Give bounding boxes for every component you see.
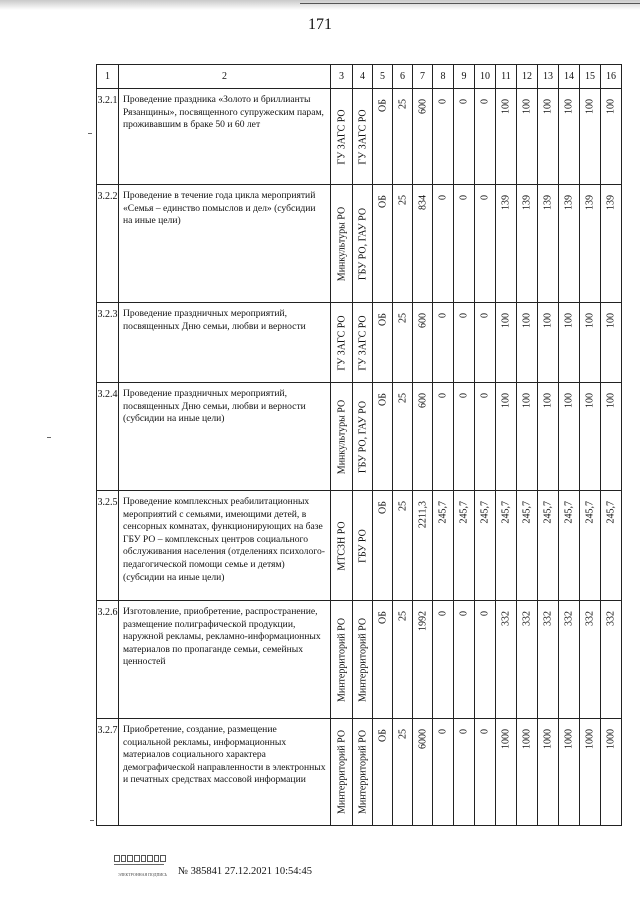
header-col-3: 3 (331, 65, 353, 89)
target-code-cell (393, 601, 413, 719)
total-amount-cell (413, 601, 433, 719)
target-code-value: 25 (397, 195, 408, 205)
activity-name: Изготовление, приобретение, распространение, размещение полиграфической продукции, наружной рекламы, рекламно-информационных материалов по пропаганде семьи, семейных ценностей (119, 601, 331, 719)
year-2021-cell (475, 383, 496, 491)
participant-value: ГУ ЗАГС РО (357, 108, 368, 165)
total-amount-value: 600 (417, 393, 428, 408)
year-2025-value: 139 (563, 195, 575, 210)
target-code-value: 25 (397, 313, 408, 323)
year-2026-cell (580, 491, 601, 601)
year-2020-cell (454, 719, 475, 826)
header-col-1: 1 (97, 65, 119, 89)
target-code-value: 25 (397, 393, 408, 403)
year-2026-value: 139 (584, 195, 596, 210)
year-2021-value: 0 (479, 195, 491, 200)
year-2026-cell (580, 601, 601, 719)
year-2019-cell (433, 89, 454, 185)
target-code-cell (393, 719, 413, 826)
year-2024-cell (538, 185, 559, 303)
year-2023-value: 332 (521, 611, 533, 626)
table-row (97, 601, 622, 719)
year-2024-value: 100 (542, 99, 554, 114)
year-2024-value: 245,7 (542, 501, 554, 524)
executor-value: Минкультуры РО (336, 399, 347, 474)
year-2019-value: 0 (437, 729, 449, 734)
participant-value: Минтерриторий РО (357, 617, 368, 702)
participant-cell (353, 89, 373, 185)
year-2020-cell (454, 601, 475, 719)
year-2019-value: 0 (437, 195, 449, 200)
participant-value: ГУ ЗАГС РО (357, 314, 368, 371)
funding-source-value: ОБ (377, 729, 388, 742)
year-2023-cell (517, 383, 538, 491)
executor-value: ГУ ЗАГС РО (336, 108, 347, 165)
year-2020-cell (454, 89, 475, 185)
year-2027-value: 100 (605, 313, 617, 328)
year-2019-value: 0 (437, 99, 449, 104)
target-code-value: 25 (397, 611, 408, 621)
participant-value: ГБУ РО, ГАУ РО (357, 207, 368, 280)
participant-cell (353, 491, 373, 601)
year-2023-cell (517, 601, 538, 719)
activity-name: Проведение праздничных мероприятий, посвященных Дню семьи, любви и верности (субсидии на иные цели) (119, 383, 331, 491)
year-2019-cell (433, 719, 454, 826)
funding-source-cell (373, 383, 393, 491)
year-2027-cell (601, 601, 622, 719)
year-2024-cell (538, 719, 559, 826)
year-2020-value: 245,7 (458, 501, 470, 524)
year-2026-cell (580, 185, 601, 303)
year-2024-value: 100 (542, 393, 554, 408)
header-col-2: 2 (119, 65, 331, 89)
year-2026-value: 332 (584, 611, 596, 626)
year-2026-cell (580, 303, 601, 383)
target-code-cell (393, 303, 413, 383)
margin-mark (90, 820, 94, 821)
year-2027-value: 1000 (605, 729, 617, 749)
target-code-value: 25 (397, 99, 408, 109)
table-row (97, 491, 622, 601)
row-number: 3.2.5 (97, 491, 119, 601)
page-number: 171 (308, 16, 332, 33)
year-2021-value: 0 (479, 393, 491, 398)
funding-source-cell (373, 719, 393, 826)
year-2022-value: 1000 (500, 729, 512, 749)
executor-cell (331, 89, 353, 185)
year-2026-value: 100 (584, 393, 596, 408)
year-2023-value: 100 (521, 99, 533, 114)
year-2021-value: 0 (479, 99, 491, 104)
header-col-12: 12 (517, 65, 538, 89)
year-2022-cell (496, 383, 517, 491)
header-col-8: 8 (433, 65, 454, 89)
executor-cell (331, 303, 353, 383)
executor-cell (331, 491, 353, 601)
year-2027-cell (601, 89, 622, 185)
margin-mark (88, 133, 92, 134)
table-row (97, 89, 622, 185)
year-2023-value: 100 (521, 313, 533, 328)
funding-source-value: ОБ (377, 313, 388, 326)
year-2021-cell (475, 89, 496, 185)
year-2025-cell (559, 89, 580, 185)
margin-mark (47, 437, 51, 438)
row-number: 3.2.7 (97, 719, 119, 826)
year-2022-value: 245,7 (500, 501, 512, 524)
year-2021-value: 0 (479, 313, 491, 318)
year-2026-value: 100 (584, 99, 596, 114)
year-2019-value: 0 (437, 313, 449, 318)
year-2027-value: 332 (605, 611, 617, 626)
funding-source-cell (373, 185, 393, 303)
year-2022-value: 100 (500, 393, 512, 408)
table-row (97, 719, 622, 826)
participant-cell (353, 383, 373, 491)
total-amount-value: 834 (417, 195, 428, 210)
year-2026-cell (580, 719, 601, 826)
participant-cell (353, 719, 373, 826)
participant-value: ГБУ РО, ГАУ РО (357, 400, 368, 473)
target-code-value: 25 (397, 729, 408, 739)
year-2020-cell (454, 491, 475, 601)
total-amount-cell (413, 89, 433, 185)
year-2024-value: 100 (542, 313, 554, 328)
year-2020-cell (454, 185, 475, 303)
target-code-cell (393, 89, 413, 185)
executor-value: МТСЗН РО (336, 520, 347, 571)
total-amount-value: 600 (417, 99, 428, 114)
year-2022-cell (496, 719, 517, 826)
year-2027-cell (601, 303, 622, 383)
year-2026-value: 1000 (584, 729, 596, 749)
year-2026-cell (580, 89, 601, 185)
row-number: 3.2.1 (97, 89, 119, 185)
program-table (96, 64, 622, 826)
table-row (97, 185, 622, 303)
activity-name: Проведение праздничных мероприятий, посвященных Дню семьи, любви и верности (119, 303, 331, 383)
year-2021-cell (475, 185, 496, 303)
year-2025-cell (559, 601, 580, 719)
header-col-4: 4 (353, 65, 373, 89)
stamp-text: ЭЛЕКТРОННАЯ ПОДПИСЬ (118, 872, 168, 877)
year-2027-value: 245,7 (605, 501, 617, 524)
target-code-cell (393, 491, 413, 601)
year-2022-cell (496, 303, 517, 383)
funding-source-cell (373, 491, 393, 601)
year-2024-cell (538, 303, 559, 383)
funding-source-value: ОБ (377, 611, 388, 624)
year-2019-cell (433, 601, 454, 719)
row-number: 3.2.6 (97, 601, 119, 719)
year-2025-value: 100 (563, 393, 575, 408)
year-2025-value: 332 (563, 611, 575, 626)
year-2023-value: 1000 (521, 729, 533, 749)
header-col-6: 6 (393, 65, 413, 89)
header-col-16: 16 (601, 65, 622, 89)
executor-cell (331, 383, 353, 491)
year-2027-cell (601, 185, 622, 303)
executor-value: ГУ ЗАГС РО (336, 314, 347, 371)
total-amount-value: 6000 (417, 729, 428, 749)
total-amount-cell (413, 719, 433, 826)
year-2022-value: 100 (500, 313, 512, 328)
activity-name: Приобретение, создание, размещение социальной рекламы, информационных материалов социального характера демографической направленности в электронных и печатных средствах массовой информации (119, 719, 331, 826)
row-number: 3.2.3 (97, 303, 119, 383)
year-2019-value: 0 (437, 611, 449, 616)
funding-source-value: ОБ (377, 195, 388, 208)
year-2023-value: 245,7 (521, 501, 533, 524)
funding-source-cell (373, 303, 393, 383)
year-2024-cell (538, 89, 559, 185)
year-2023-cell (517, 491, 538, 601)
year-2020-cell (454, 383, 475, 491)
year-2027-cell (601, 383, 622, 491)
activity-name: Проведение праздника «Золото и бриллианты Рязанщины», посвященного супружеским парам, проживавшим в браке 50 и 60 лет (119, 89, 331, 185)
header-col-5: 5 (373, 65, 393, 89)
year-2021-cell (475, 303, 496, 383)
table-row (97, 383, 622, 491)
year-2022-value: 332 (500, 611, 512, 626)
participant-cell (353, 601, 373, 719)
year-2021-cell (475, 491, 496, 601)
year-2024-value: 332 (542, 611, 554, 626)
year-2021-cell (475, 719, 496, 826)
year-2026-value: 100 (584, 313, 596, 328)
electronic-signature-stamp (114, 855, 166, 871)
year-2025-cell (559, 383, 580, 491)
year-2021-value: 0 (479, 611, 491, 616)
year-2027-value: 100 (605, 393, 617, 408)
year-2019-value: 245,7 (437, 501, 449, 524)
year-2025-cell (559, 185, 580, 303)
header-col-7: 7 (413, 65, 433, 89)
year-2023-value: 139 (521, 195, 533, 210)
total-amount-cell (413, 303, 433, 383)
year-2019-cell (433, 303, 454, 383)
header-col-9: 9 (454, 65, 475, 89)
year-2021-cell (475, 601, 496, 719)
year-2023-value: 100 (521, 393, 533, 408)
year-2022-value: 139 (500, 195, 512, 210)
year-2022-value: 100 (500, 99, 512, 114)
header-col-10: 10 (475, 65, 496, 89)
executor-value: Минтерриторий РО (336, 729, 347, 815)
header-col-14: 14 (559, 65, 580, 89)
year-2025-value: 1000 (563, 729, 575, 749)
year-2027-cell (601, 491, 622, 601)
year-2022-cell (496, 89, 517, 185)
year-2025-value: 100 (563, 99, 575, 114)
year-2022-cell (496, 601, 517, 719)
activity-name: Проведение комплексных реабилитационных мероприятий с семьями, имеющими детей, в сенсорных комнатах, функционирующих на базе ГБУ РО – комплексных центров социального обслуживания населения (отделениях психолого-педагогической помощи семье и детям) (субсидии на иные цели) (119, 491, 331, 601)
year-2023-cell (517, 185, 538, 303)
year-2024-value: 139 (542, 195, 554, 210)
year-2020-value: 0 (458, 393, 470, 398)
scan-edge-line (300, 3, 640, 4)
funding-source-value: ОБ (377, 99, 388, 112)
year-2022-cell (496, 185, 517, 303)
executor-value: Минтерриторий РО (336, 617, 347, 702)
year-2025-value: 100 (563, 313, 575, 328)
year-2026-value: 245,7 (584, 501, 596, 524)
year-2026-cell (580, 383, 601, 491)
target-code-value: 25 (397, 501, 408, 511)
participant-cell (353, 185, 373, 303)
executor-cell (331, 185, 353, 303)
funding-source-value: ОБ (377, 393, 388, 406)
executor-cell (331, 601, 353, 719)
year-2019-cell (433, 491, 454, 601)
year-2019-cell (433, 383, 454, 491)
table-row (97, 303, 622, 383)
year-2023-cell (517, 303, 538, 383)
total-amount-value: 1992 (417, 611, 428, 631)
year-2024-cell (538, 491, 559, 601)
executor-value: Минкультуры РО (336, 206, 347, 281)
year-2027-cell (601, 719, 622, 826)
total-amount-cell (413, 383, 433, 491)
year-2023-cell (517, 719, 538, 826)
participant-cell (353, 303, 373, 383)
year-2025-cell (559, 719, 580, 826)
participant-value: Минтерриторий РО (357, 729, 368, 815)
header-col-15: 15 (580, 65, 601, 89)
year-2021-value: 245,7 (479, 501, 491, 524)
year-2024-value: 1000 (542, 729, 554, 749)
year-2020-value: 0 (458, 195, 470, 200)
year-2019-cell (433, 185, 454, 303)
target-code-cell (393, 383, 413, 491)
participant-value: ГБУ РО (357, 528, 368, 563)
year-2024-cell (538, 383, 559, 491)
funding-source-cell (373, 89, 393, 185)
year-2021-value: 0 (479, 729, 491, 734)
year-2024-cell (538, 601, 559, 719)
year-2023-cell (517, 89, 538, 185)
year-2027-value: 139 (605, 195, 617, 210)
header-col-13: 13 (538, 65, 559, 89)
year-2025-cell (559, 303, 580, 383)
document-registration-code: № 385841 27.12.2021 10:54:45 (178, 866, 312, 877)
year-2020-cell (454, 303, 475, 383)
year-2019-value: 0 (437, 393, 449, 398)
executor-cell (331, 719, 353, 826)
funding-source-cell (373, 601, 393, 719)
row-number: 3.2.4 (97, 383, 119, 491)
year-2022-cell (496, 491, 517, 601)
year-2020-value: 0 (458, 99, 470, 104)
target-code-cell (393, 185, 413, 303)
activity-name: Проведение в течение года цикла мероприятий «Семья – единство помыслов и дел» (субсидии на иные цели) (119, 185, 331, 303)
row-number: 3.2.2 (97, 185, 119, 303)
total-amount-cell (413, 185, 433, 303)
total-amount-value: 2211,3 (417, 501, 428, 529)
header-row (97, 65, 622, 89)
year-2020-value: 0 (458, 611, 470, 616)
year-2020-value: 0 (458, 313, 470, 318)
year-2020-value: 0 (458, 729, 470, 734)
funding-source-value: ОБ (377, 501, 388, 514)
total-amount-cell (413, 491, 433, 601)
year-2027-value: 100 (605, 99, 617, 114)
scan-top-shadow (0, 0, 640, 10)
year-2025-cell (559, 491, 580, 601)
total-amount-value: 600 (417, 313, 428, 328)
header-col-11: 11 (496, 65, 517, 89)
year-2025-value: 245,7 (563, 501, 575, 524)
